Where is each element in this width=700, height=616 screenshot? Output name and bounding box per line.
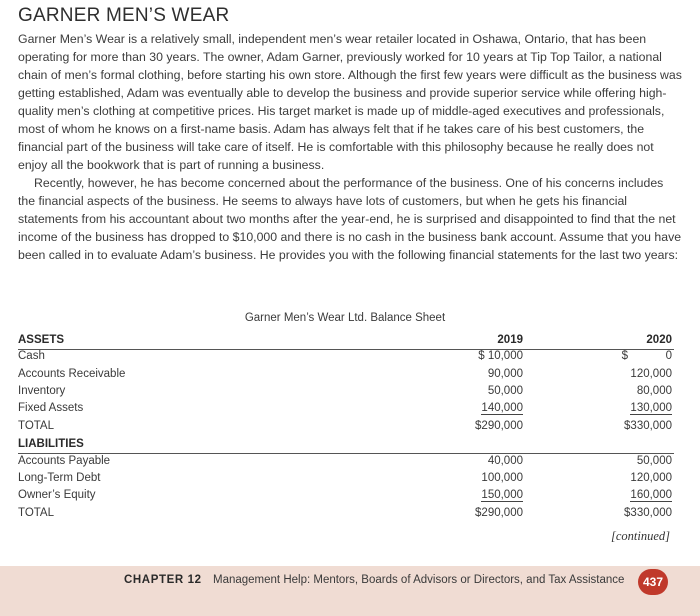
balance-sheet-title-text: Garner Men’s Wear Ltd. Balance Sheet: [244, 312, 446, 324]
cash-label: Cash: [18, 350, 45, 362]
owners-equity-2019: 150,000: [481, 489, 523, 501]
liabilities-header: LIABILITIES: [18, 438, 84, 450]
owners-equity-2020: 160,000: [630, 489, 672, 501]
footer-chapter: CHAPTER 12: [124, 574, 202, 586]
assets-total-2020: $330,000: [624, 420, 672, 432]
row-long-term-debt: [18, 472, 674, 489]
long-term-debt-label: Long-Term Debt: [18, 472, 101, 484]
case-body: [18, 30, 682, 264]
year-2019-header: 2019: [497, 334, 523, 346]
cash-2019: $ 10,000: [478, 350, 523, 362]
page-number-badge: 437: [638, 569, 668, 595]
row-fixed-assets: [18, 402, 674, 419]
inventory-2020: 80,000: [636, 385, 672, 397]
assets-total-2019: $290,000: [475, 420, 523, 432]
assets-header: ASSETS: [18, 334, 65, 346]
liabilities-total-label: TOTAL: [18, 507, 54, 519]
accounts-receivable-2020: 120,000: [630, 368, 672, 380]
accounts-receivable-label: Accounts Receivable: [18, 368, 126, 380]
fixed-assets-label: Fixed Assets: [18, 402, 84, 414]
balance-sheet-title: [0, 312, 700, 324]
year-2020-header: 2020: [646, 334, 672, 346]
paragraph-intro: Garner Men’s Wear is a relatively small, independent men’s wear retailer located in Oshawa, Ontario, that has been operating for more than 30 years. The owner, Adam Garner, previously worked for 10 years at Tip Top Tailor, a national chain of men’s formal clothing, before starting his own store. Although the first few years were difficult as the business was getting established, Adam was eventually able to develop the business and provide superior service while offering high-quality men’s clothing at competitive prices. His target market is made up of middle-aged executives and professionals, most of whom he knows on a first-name basis. Adam has always felt that if he takes care of his best customers, the financial part of the business will take care of itself. He is comfortable with this philosophy because he really does not enjoy all the bookwork that is part of running a business.: [18, 32, 682, 172]
row-inventory: [18, 385, 674, 402]
owners-equity-label: Owner’s Equity: [18, 489, 96, 501]
continued-note: [continued]: [610, 529, 670, 543]
row-assets-total: [18, 420, 674, 437]
assets-total-label: TOTAL: [18, 420, 54, 432]
footer-chapter-title: Management Help: Mentors, Boards of Advisors or Directors, and Tax Assistance: [213, 574, 625, 586]
paragraph-concerns: Recently, however, he has become concerned about the performance of the business. One of his concerns includes the financial aspects of the business. He seems to always have lots of customers, but when he gets his financial statements from his accountant about two months after the year-end, he is surprised and disappointed to find that the net income of the business has dropped to $10,000 and there is no cash in the business bank account. Assume that you have been called in to evaluate Adam’s business. He provides you with the following financial statements for the last two years:: [18, 176, 682, 262]
row-owners-equity: [18, 489, 674, 506]
row-liabilities-total: [18, 507, 674, 524]
long-term-debt-2019: 100,000: [481, 472, 523, 484]
row-cash: [18, 350, 674, 367]
row-accounts-receivable: [18, 368, 674, 385]
liabilities-total-2020: $330,000: [624, 507, 672, 519]
liabilities-total-2019: $290,000: [475, 507, 523, 519]
cash-2020-dollar-sign: $: [621, 350, 628, 362]
inventory-label: Inventory: [18, 385, 66, 397]
page-title: GARNER MEN’S WEAR: [18, 5, 230, 26]
cash-2020: 0: [665, 350, 672, 362]
accounts-payable-label: Accounts Payable: [18, 455, 111, 467]
fixed-assets-2019: 140,000: [481, 402, 523, 414]
liabilities-rule: [18, 453, 674, 454]
accounts-receivable-2019: 90,000: [487, 368, 523, 380]
accounts-payable-2019: 40,000: [487, 455, 523, 467]
accounts-payable-2020: 50,000: [636, 455, 672, 467]
inventory-2019: 50,000: [487, 385, 523, 397]
long-term-debt-2020: 120,000: [630, 472, 672, 484]
row-accounts-payable: [18, 455, 674, 472]
fixed-assets-2020: 130,000: [630, 402, 672, 414]
page-footer: [0, 566, 700, 616]
